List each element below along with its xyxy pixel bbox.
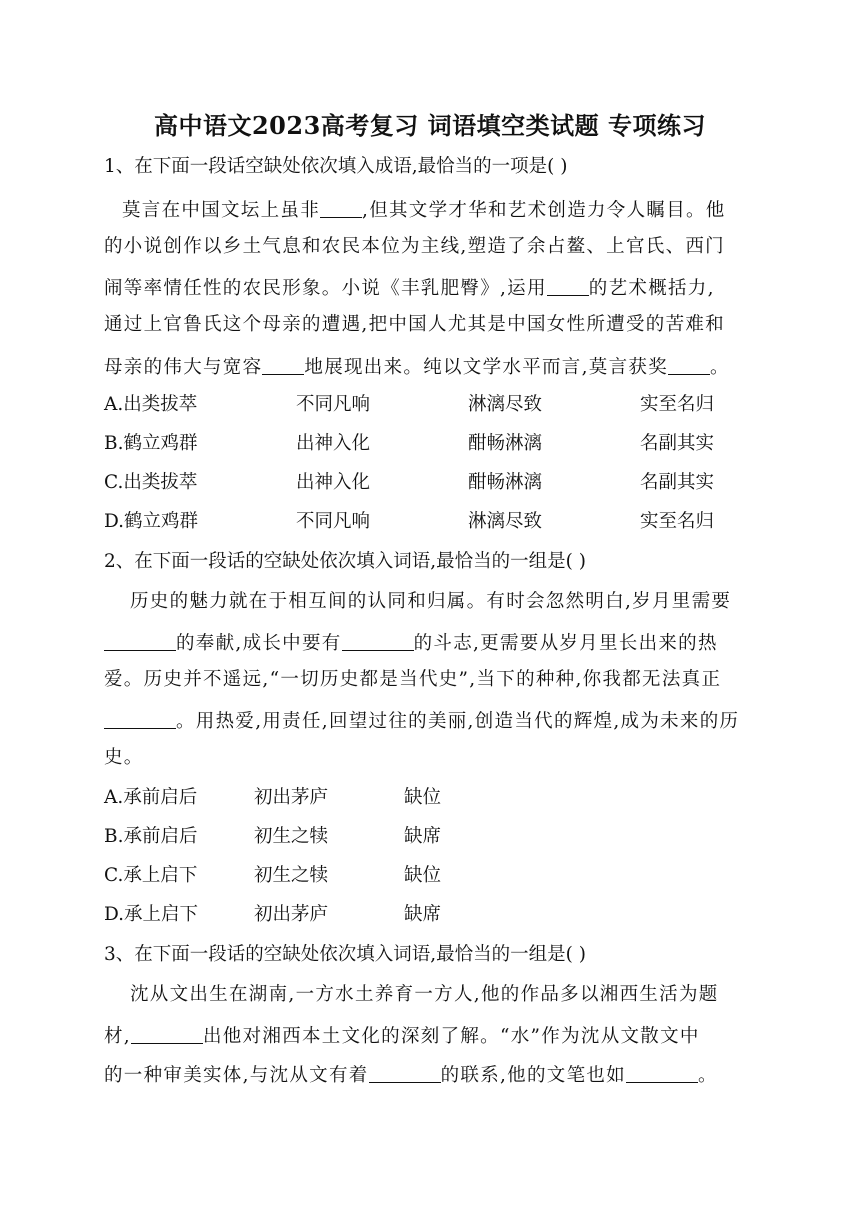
q1-passage-line-4: 通过上官鲁氏这个母亲的遭遇,把中国人尤其是中国女性所遭受的苦难和: [104, 314, 725, 335]
answer-blank: [668, 356, 710, 375]
answer-blank: [547, 277, 589, 296]
q1-passage-line-5: 母亲的伟大与宽容 地展现出来。纯以文学水平而言,莫言获奖 。: [104, 357, 730, 378]
question-2-stem: 2、在下面一段话的空缺处依次填入词语,最恰当的一组是( ): [104, 551, 586, 572]
q2-passage-line-4: 。用热爱,用责任,回望过往的美丽,创造当代的辉煌,成为未来的历: [104, 710, 739, 732]
question-3-stem: 3、在下面一段话的空缺处依次填入词语,最恰当的一组是( ): [104, 944, 586, 965]
q3-passage-line-1: 沈从文出生在湖南,一方水土养育一方人,他的作品多以湘西生活为题: [130, 984, 719, 1005]
answer-blank: [262, 356, 304, 375]
document-page: 高中语文2023高考复习 词语填空类试题 专项练习 1、在下面一段话空缺处依次填入成语,最恰当的一项是( ) 莫言在中国文坛上虽非 ,但其文学才华和艺术创造力令人瞩目。他 的小说创作以乡土气息和农民本位为主线,塑造了余占鳌、上官氏、西门 闹等率情任性的农民形象。小说《丰乳肥臀》,运用 的艺术概括力, 通过上官鲁氏这个母亲的遭遇,把中国人尤其是中国女性所遭受的苦难和 母亲的伟大与宽容 地展现出来。纯以文学水平而言,莫言获奖 。 A.出类拔萃 不同凡响 淋漓尽致 实至名归 B.鹤立鸡群 出神入化 酣畅淋漓 名副其实 C.出类拔萃 出神入化 酣畅淋漓 名副其实 D.鹤立鸡群 不同凡响 淋漓尽致 实至名归 2、在下面一段话的空缺处依次填入词语,最恰当的一组是( ) 历史的魅力就在于相互间的认同和归属。有时会忽然明白,岁月里需要 的奉献,成长中要有 的斗志,更需要从岁月里长出来的热 爱。历史并不遥远,“一切历史都是当代史”,当下的种种,你我都无法真正 。用热爱,用责任,回望过往的美丽,创造当代的辉煌,成为未来的历 史。 A.承前启后 初出茅庐 缺位 B.承前启后 初生之犊 缺席 C.承上启下 初生之犊 缺位 D.承上启下 初出茅庐 缺席 3、在下面一段话的空缺处依次填入词语,最恰当的一组是( ) 沈从文出生在湖南,一方水土养育一方人,他的作品多以湘西生活为题 材, 出他对湘西本土文化的深刻了解。“水”作为沈从文散文中 的一种审美实体,与沈从文有着 的联系,他的文笔也如 。: [0, 0, 860, 1216]
answer-blank: [131, 1025, 203, 1044]
answer-blank: [104, 710, 176, 729]
question-1-stem: 1、在下面一段话空缺处依次填入成语,最恰当的一项是( ): [104, 156, 568, 177]
q2-passage-line-2: 的奉献,成长中要有 的斗志,更需要从岁月里长出来的热: [104, 632, 718, 654]
q1-passage-line-1: 莫言在中国文坛上虽非 ,但其文学才华和艺术创造力令人瞩目。他: [122, 200, 726, 221]
q1-passage-line-3: 闹等率情任性的农民形象。小说《丰乳肥臀》,运用 的艺术概括力,: [104, 278, 715, 299]
q2-passage-line-5: 史。: [104, 747, 144, 768]
document-title: 高中语文2023高考复习 词语填空类试题 专项练习: [153, 111, 706, 140]
q2-passage-line-3: 爱。历史并不遥远,“一切历史都是当代史”,当下的种种,你我都无法真正: [104, 669, 722, 690]
answer-blank: [342, 632, 414, 651]
q1-passage-line-2: 的小说创作以乡土气息和农民本位为主线,塑造了余占鳌、上官氏、西门: [104, 236, 725, 257]
answer-blank: [369, 1064, 441, 1083]
answer-blank: [104, 632, 176, 651]
q3-passage-line-3: 的一种审美实体,与沈从文有着 的联系,他的文笔也如 。: [104, 1065, 718, 1086]
answer-blank: [320, 199, 362, 218]
answer-blank: [626, 1064, 698, 1083]
q3-passage-line-2: 材, 出他对湘西本土文化的深刻了解。“水”作为沈从文散文中: [104, 1026, 700, 1047]
q2-passage-line-1: 历史的魅力就在于相互间的认同和归属。有时会忽然明白,岁月里需要: [130, 591, 732, 612]
